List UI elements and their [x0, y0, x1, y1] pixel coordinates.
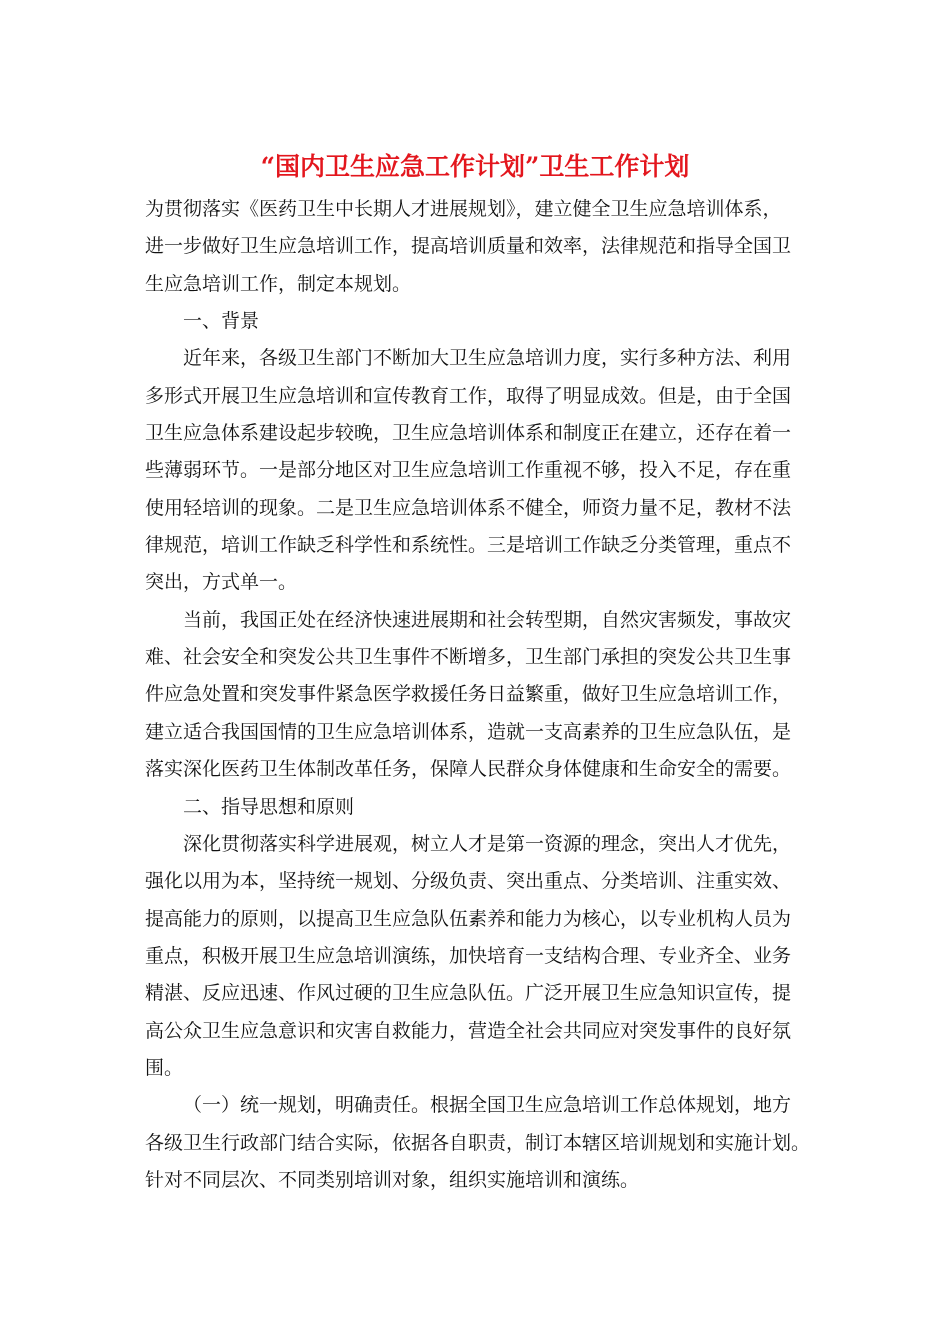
text-line: 当前，我国正处在经济快速进展期和社会转型期，自然灾害频发，事故灾 — [183, 608, 792, 631]
text-line: 围。 — [145, 1056, 184, 1079]
section-heading: 二、指导思想和原则 — [183, 795, 355, 818]
text-line: 件应急处置和突发事件紧急医学救援任务日益繁重，做好卫生应急培训工作， — [145, 683, 792, 706]
background-paragraph-2 — [145, 602, 825, 789]
text-line: 强化以用为本，坚持统一规划、分级负责、突出重点、分类培训、注重实效、 — [145, 870, 792, 893]
section-heading: 一、背景 — [183, 310, 260, 333]
document-title: “国内卫生应急工作计划”卫生工作计划 — [260, 152, 690, 181]
intro-paragraph — [145, 191, 825, 303]
principle-item-1 — [145, 1087, 825, 1199]
text-line: 提高能力的原则，以提高卫生应急队伍素养和能力为核心，以专业机构人员为 — [145, 907, 792, 930]
text-line: 高公众卫生应急意识和灾害自救能力，营造全社会共同应对突发事件的良好氛 — [145, 1019, 792, 1042]
text-line: 近年来，各级卫生部门不断加大卫生应急培训力度，实行多种方法、利用 — [183, 347, 792, 370]
text-line: 难、社会安全和突发公共卫生事件不断增多，卫生部门承担的突发公共卫生事 — [145, 646, 792, 669]
text-line: 落实深化医药卫生体制改革任务，保障人民群众身体健康和生命安全的需要。 — [145, 758, 792, 781]
section-heading-principles — [145, 789, 825, 826]
text-line: 些薄弱环节。一是部分地区对卫生应急培训工作重视不够，投入不足，存在重 — [145, 459, 792, 482]
text-line: 深化贯彻落实科学进展观，树立人才是第一资源的理念，突出人才优先， — [183, 832, 792, 855]
text-line: 卫生应急体系建设起步较晚，卫生应急培训体系和制度正在建立，还存在着一 — [145, 422, 792, 445]
text-line: （一）统一规划，明确责任。根据全国卫生应急培训工作总体规划，地方 — [183, 1094, 792, 1117]
section-heading-background — [145, 303, 825, 340]
text-line: 各级卫生行政部门结合实际，依据各自职责，制订本辖区培训规划和实施计划。 — [145, 1131, 811, 1154]
text-line: 生应急培训工作，制定本规划。 — [145, 272, 412, 295]
text-line: 使用轻培训的现象。二是卫生应急培训体系不健全，师资力量不足，教材不法 — [145, 496, 792, 519]
text-line: 精湛、反应迅速、作风过硬的卫生应急队伍。广泛开展卫生应急知识宣传，提 — [145, 982, 792, 1005]
text-line: 建立适合我国国情的卫生应急培训体系，造就一支高素养的卫生应急队伍，是 — [145, 720, 792, 743]
text-line: 针对不同层次、不同类别培训对象，组织实施培训和演练。 — [145, 1168, 640, 1191]
text-line: 进一步做好卫生应急培训工作，提高培训质量和效率，法律规范和指导全国卫 — [145, 235, 792, 258]
text-line: 多形式开展卫生应急培训和宣传教育工作，取得了明显成效。但是，由于全国 — [145, 384, 792, 407]
text-line: 突出，方式单一。 — [145, 571, 298, 594]
text-line: 为贯彻落实《医药卫生中长期人才进展规划》，建立健全卫生应急培训体系， — [145, 198, 782, 220]
principles-paragraph — [145, 826, 825, 1087]
document-body — [145, 191, 825, 1199]
background-paragraph-1 — [145, 340, 825, 601]
text-line: 律规范，培训工作缺乏科学性和系统性。三是培训工作缺乏分类管理，重点不 — [145, 534, 792, 557]
text-line: 重点，积极开展卫生应急培训演练，加快培育一支结构合理、专业齐全、业务 — [145, 944, 792, 967]
